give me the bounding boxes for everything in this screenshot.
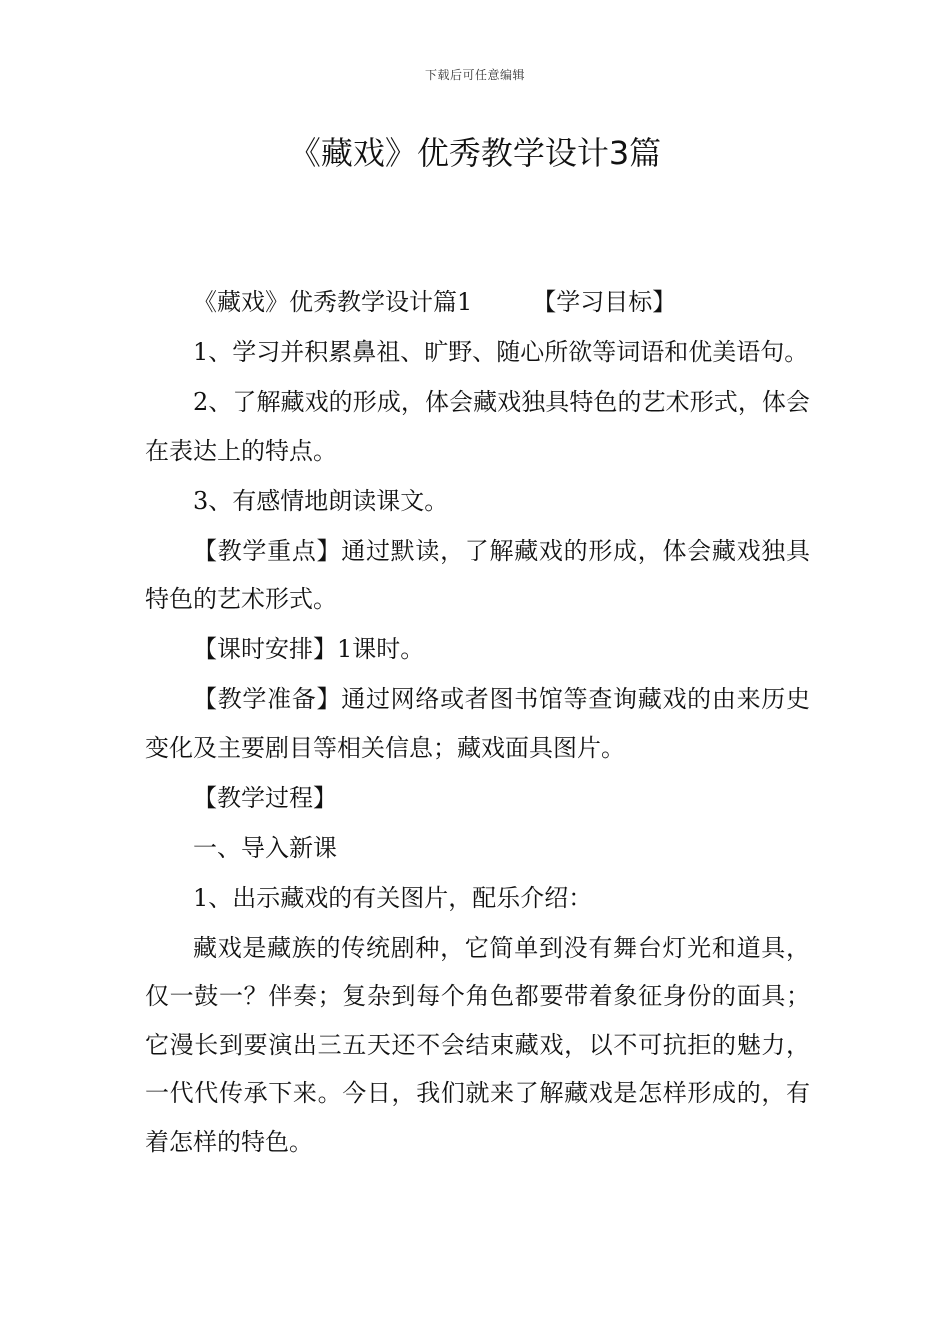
objective-item-1: 1、学习并积累鼻祖、旷野、随心所欲等词语和优美语句。: [193, 338, 809, 366]
section-title: 《藏戏》优秀教学设计篇1: [193, 288, 473, 316]
intro-line: [145, 278, 810, 327]
objective-item-2: 2、了解藏戏的形成，体会藏戏独具特色的艺术形式，体会在表达上的特点。: [145, 388, 810, 465]
objectives-label: 【学习目标】: [532, 288, 677, 316]
step-item-1: 1、出示藏戏的有关图片，配乐介绍：: [193, 883, 593, 912]
teaching-process-heading: 【教学过程】: [193, 783, 337, 812]
step-heading-1: 一、导入新课: [193, 833, 337, 862]
intro-paragraph: 藏戏是藏族的传统剧种，它简单到没有舞台灯光和道具，仅一鼓一？伴奏；复杂到每个角色都要带着象征身份的面具；它漫长到要演出三五天还不会结束藏戏，以不可抗拒的魅力，一代代传承下来。今日，我们就来了解藏戏是怎样形成的，有着怎样的特色。: [145, 933, 810, 1156]
teaching-focus: 【教学重点】通过默读，了解藏戏的形成，体会藏戏独具特色的艺术形式。: [145, 536, 810, 613]
teaching-preparation: 【教学准备】通过网络或者图书馆等查询藏戏的由来历史变化及主要剧目等相关信息；藏戏面具图片。: [145, 685, 810, 762]
document-title: 《藏戏》优秀教学设计3篇: [288, 134, 662, 172]
document-body: [145, 278, 810, 1168]
class-schedule: 【课时安排】1课时。: [193, 635, 425, 663]
objective-item-3: 3、有感情地朗读课文。: [193, 486, 449, 515]
header-note: 下载后可任意编辑: [424, 68, 525, 82]
